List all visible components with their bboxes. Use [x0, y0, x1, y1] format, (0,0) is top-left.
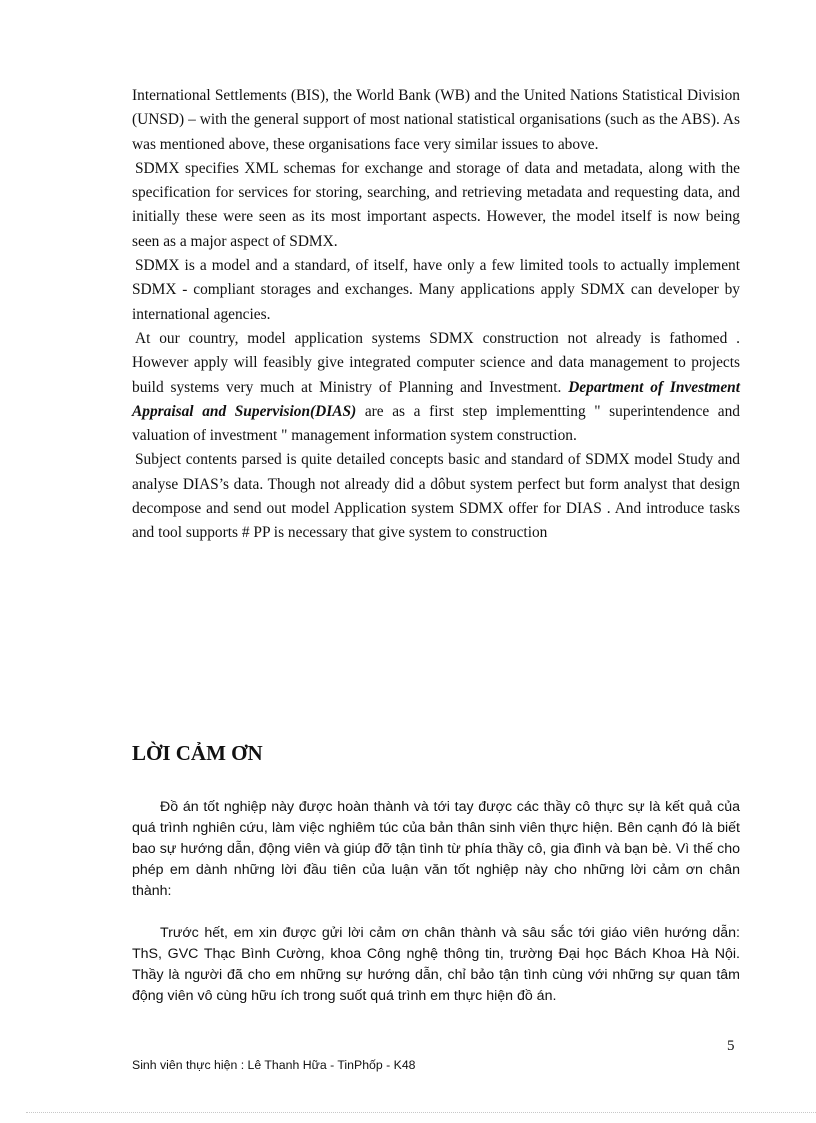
- paragraph-sdmx-tools: SDMX is a model and a standard, of itself, have only a few limited tools to actually implement SDMX - compliant storages and exchanges. Many applications apply SDMX can developer by international agencies.: [132, 257, 740, 323]
- acknowledgement-paragraph-2: Trước hết, em xin được gửi lời cảm ơn chân thành và sâu sắc tới giáo viên hướng dẫn: ThS, GVC Thạc Bình Cường, khoa Công nghệ thông tin, trường Đại học Bách Khoa Hà Nội. Thầy là người đã cho em những sự hướng dẫn, chỉ bảo tận tình cùng với những sự quan tâm động viên vô cùng hữu ích trong suốt quá trình em thực hiện đồ án.: [132, 925, 740, 1004]
- paragraph-our-country-tail: are as a first step implementting " superintendence and valuation of investment " management information system construction.: [132, 402, 740, 445]
- paragraph-our-country-text: At our country, model application systems SDMX construction not already is fathomed . However apply will feasibly give integrated computer science and data management to projects build systems very much at Ministry of Planning and Investment.: [132, 329, 740, 396]
- paragraph-bis-wb-unsd: International Settlements (BIS), the World Bank (WB) and the United Nations Statistical Division (UNSD) – with the general support of most national statistical organisations (such as the ABS). As was mentioned above, these organisations face very similar issues to above.: [132, 87, 740, 153]
- page-bottom-divider: [26, 1112, 816, 1113]
- paragraph-our-country: [132, 327, 740, 448]
- paragraph-subject-contents: Subject contents parsed is quite detailed concepts basic and standard of SDMX model Study and analyse DIAS’s data. Though not already did a dôbut system perfect but form analyst that design decompose and send out model Application system SDMX offer for DIAS . And introduce tasks and tool supports # PP is necessary that give system to construction: [132, 451, 740, 542]
- english-body: [132, 84, 740, 546]
- page-footer: Sinh viên thực hiện : Lê Thanh Hữa - TinPhốp - K48: [132, 1058, 416, 1072]
- paragraph-sdmx-schemas: SDMX specifies XML schemas for exchange and storage of data and metadata, along with the specification for services for storing, searching, and retrieving metadata and requesting data, and initially these were seen as its most important aspects. However, the model itself is now being seen as a major aspect of SDMX.: [132, 159, 740, 250]
- dias-emphasis: Department of Investment Appraisal and Supervision(DIAS): [132, 378, 740, 420]
- page-number: 5: [727, 1038, 735, 1054]
- acknowledgement-paragraph-1: Đồ án tốt nghiệp này được hoàn thành và tới tay được các thầy cô thực sự là kết quả của quá trình nghiên cứu, làm việc nghiêm túc của bản thân sinh viên thực hiện. Bên cạnh đó là biết bao sự hướng dẫn, động viên và giúp đỡ tận tình từ phía thầy cô, gia đình và bạn bè. Vì thế cho phép em dành những lời đầu tiên của luận văn tốt nghiệp này cho những lời cảm ơn chân thành:: [132, 799, 740, 899]
- acknowledgement-body: [132, 797, 740, 1007]
- acknowledgement-heading: LỜI CẢM ƠN: [132, 741, 263, 765]
